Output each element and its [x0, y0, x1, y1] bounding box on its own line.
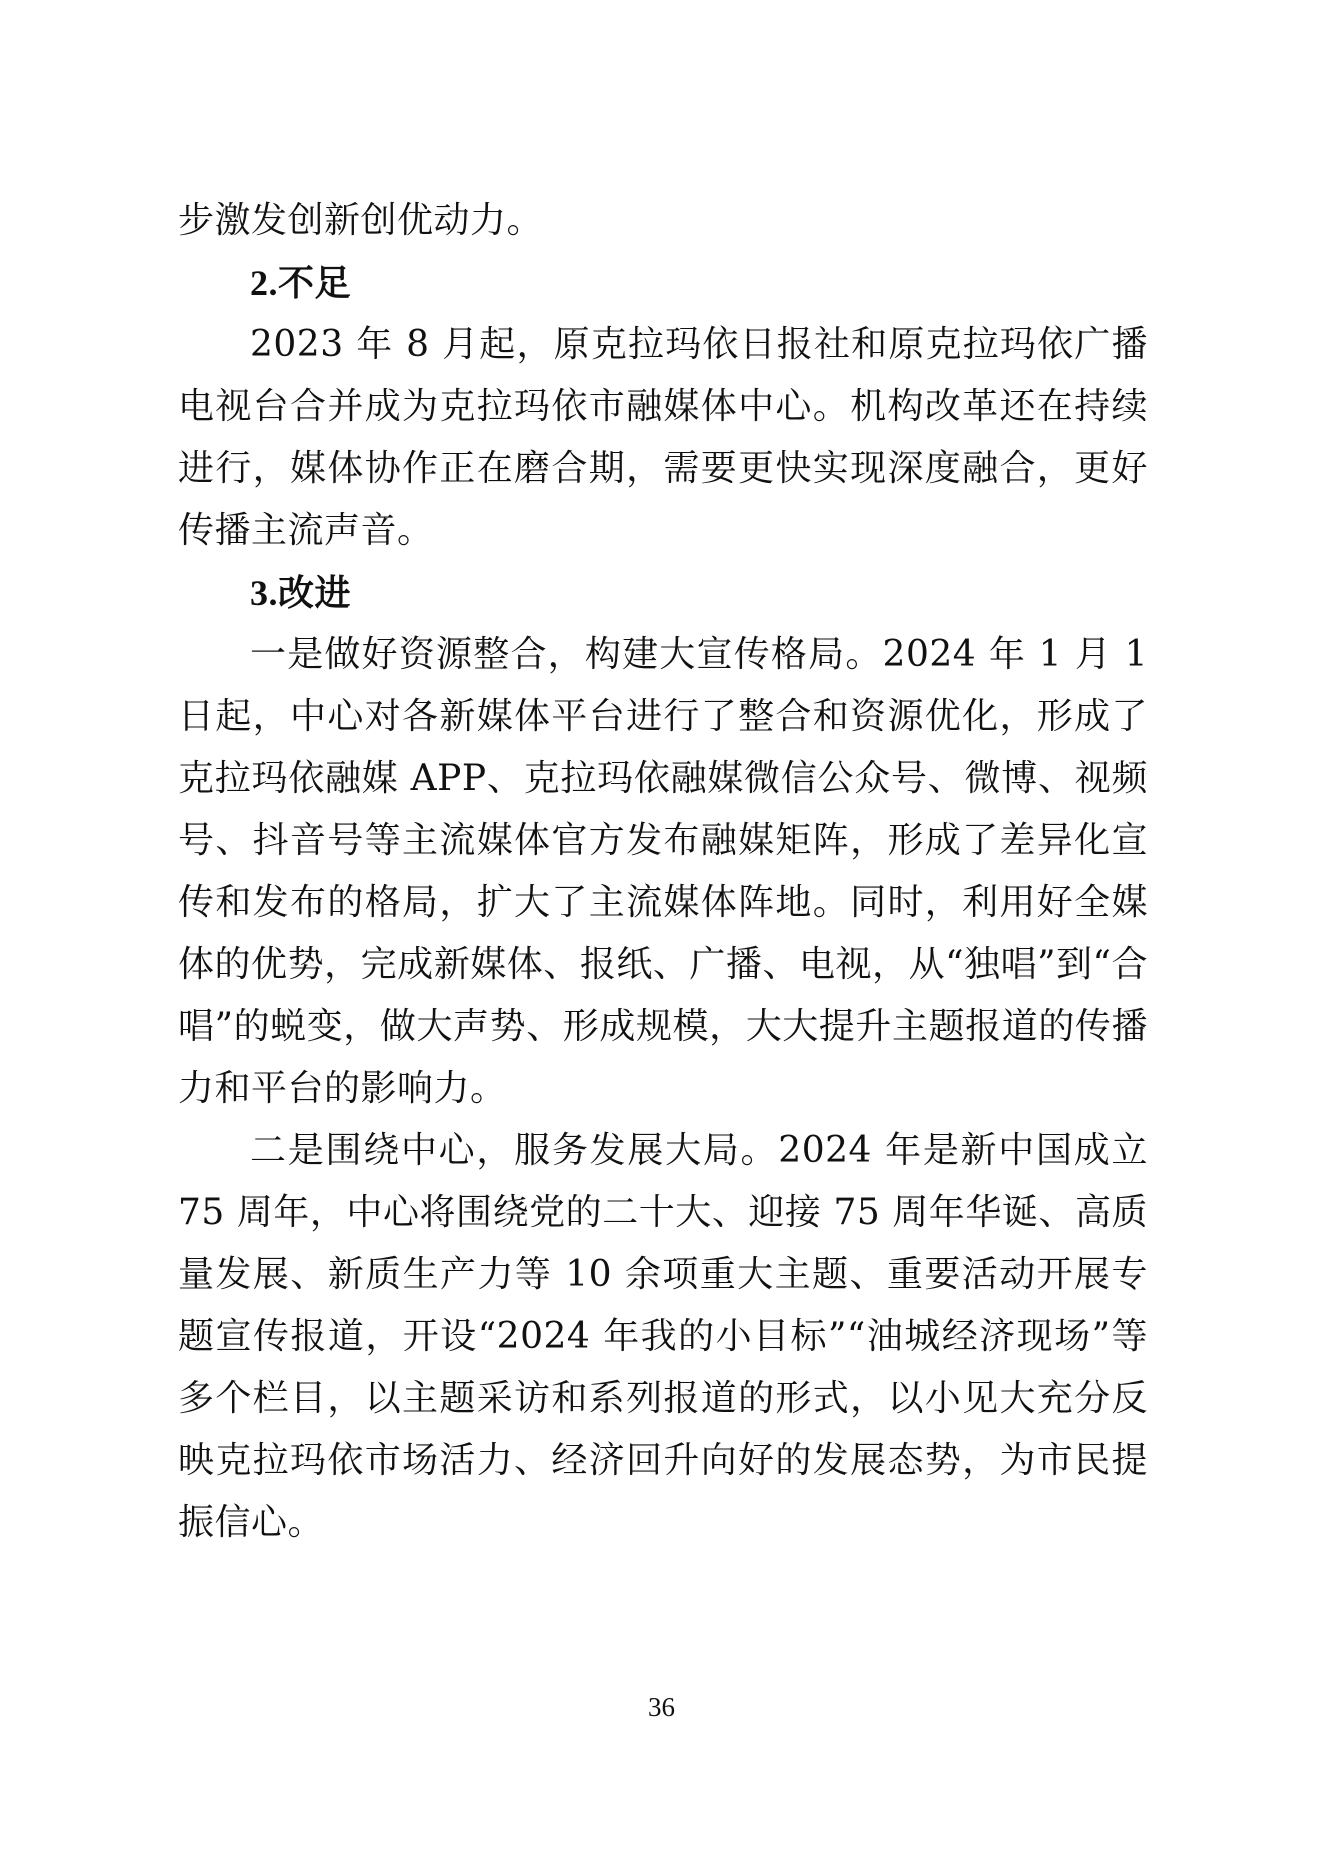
- page-number: 36: [648, 1692, 675, 1722]
- improvement-paragraph-1: 一是做好资源整合，构建大宣传格局。2024 年 1 月 1 日起，中心对各新媒体平台进行了整合和资源优化，形成了克拉玛依融媒 APP、克拉玛依融媒微信公众号、微博、视频号、抖音号等主流媒体官方发布融媒矩阵，形成了差异化宣传和发布的格局，扩大了主流媒体阵地。同时，利用好全媒体的优势，完成新媒体、报纸、广播、电视，从“独唱”到“合唱”的蜕变，做大声势、形成规模，大大提升主题报道的传播力和平台的影响力。: [178, 634, 1148, 1109]
- section-heading-shortcomings: 2.不足: [250, 263, 352, 303]
- improvement-paragraph-2: 二是围绕中心，服务发展大局。2024 年是新中国成立 75 周年，中心将围绕党的二十大、迎接 75 周年华诞、高质量发展、新质生产力等 10 余项重大主题、重要活动开展专题宣传报道，开设“2024 年我的小目标”“油城经济现场”等多个栏目，以主题采访和系列报道的形式，以小见大充分反映克拉玛依市场活力、经济回升向好的发展态势，为市民提振信心。: [178, 1130, 1148, 1543]
- continuation-paragraph: 步激发创新创优动力。: [178, 200, 544, 241]
- section-heading-improvements: 3.改进: [250, 573, 352, 613]
- shortcomings-paragraph: 2023 年 8 月起，原克拉玛依日报社和原克拉玛依广播电视台合并成为克拉玛依市融媒体中心。机构改革还在持续进行，媒体协作正在磨合期，需要更快实现深度融合，更好传播主流声音。: [178, 324, 1148, 551]
- body-text: [178, 190, 1148, 1554]
